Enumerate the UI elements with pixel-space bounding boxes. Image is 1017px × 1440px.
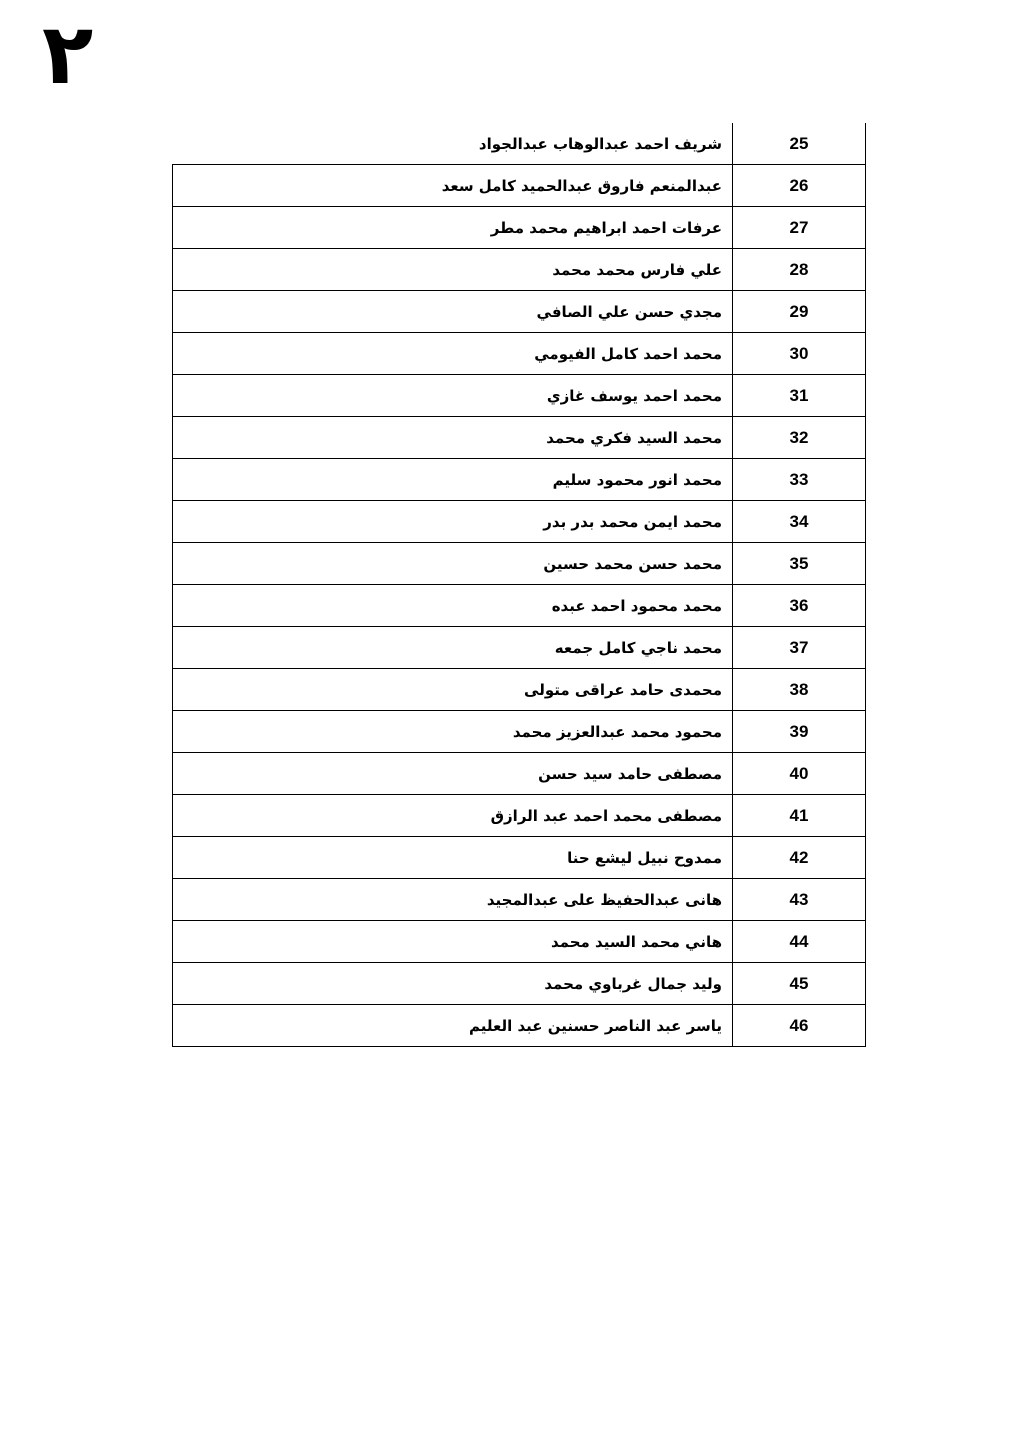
table-row: [173, 291, 866, 333]
table-row: [173, 501, 866, 543]
person-name: محمد السيد فكري محمد: [173, 417, 733, 459]
table-row: [173, 459, 866, 501]
row-number: 40: [733, 753, 866, 795]
person-name: محمد احمد يوسف غازي: [173, 375, 733, 417]
row-number: 38: [733, 669, 866, 711]
person-name: محمدى حامد عراقى متولى: [173, 669, 733, 711]
person-name: محمد حسن محمد حسين: [173, 543, 733, 585]
table-row: [173, 879, 866, 921]
person-name: عبدالمنعم فاروق عبدالحميد كامل سعد: [173, 165, 733, 207]
row-number: 35: [733, 543, 866, 585]
row-number: 33: [733, 459, 866, 501]
row-number: 46: [733, 1005, 866, 1047]
row-number: 26: [733, 165, 866, 207]
person-name: محمد محمود احمد عبده: [173, 585, 733, 627]
person-name: محمد ايمن محمد بدر بدر: [173, 501, 733, 543]
person-name: محمد انور محمود سليم: [173, 459, 733, 501]
row-number: 37: [733, 627, 866, 669]
table-row: [173, 207, 866, 249]
table-row: [173, 417, 866, 459]
table-row: [173, 249, 866, 291]
names-table: [172, 123, 866, 1047]
row-number: 28: [733, 249, 866, 291]
person-name: محمد احمد كامل الفيومي: [173, 333, 733, 375]
person-name: مجدي حسن علي الصافي: [173, 291, 733, 333]
table-row: [173, 795, 866, 837]
table-row: [173, 711, 866, 753]
table-row: [173, 837, 866, 879]
row-number: 41: [733, 795, 866, 837]
row-number: 25: [733, 123, 866, 165]
table-row: [173, 753, 866, 795]
person-name: مصطفى حامد سيد حسن: [173, 753, 733, 795]
row-number: 36: [733, 585, 866, 627]
person-name: علي فارس محمد محمد: [173, 249, 733, 291]
person-name: عرفات احمد ابراهيم محمد مطر: [173, 207, 733, 249]
table-row: [173, 669, 866, 711]
row-number: 45: [733, 963, 866, 1005]
table-row: [173, 123, 866, 165]
row-number: 39: [733, 711, 866, 753]
row-number: 31: [733, 375, 866, 417]
person-name: شريف احمد عبدالوهاب عبدالجواد: [173, 123, 733, 165]
table-row: [173, 585, 866, 627]
person-name: هاني محمد السيد محمد: [173, 921, 733, 963]
table-row: [173, 543, 866, 585]
person-name: ممدوح نبيل ليشع حنا: [173, 837, 733, 879]
table-row: [173, 375, 866, 417]
row-number: 27: [733, 207, 866, 249]
person-name: هانى عبدالحفيظ على عبدالمجيد: [173, 879, 733, 921]
person-name: محمود محمد عبدالعزيز محمد: [173, 711, 733, 753]
table-row: [173, 165, 866, 207]
person-name: محمد ناجي كامل جمعه: [173, 627, 733, 669]
row-number: 34: [733, 501, 866, 543]
person-name: ياسر عبد الناصر حسنين عبد العليم: [173, 1005, 733, 1047]
row-number: 32: [733, 417, 866, 459]
person-name: وليد جمال غرباوي محمد: [173, 963, 733, 1005]
table-row: [173, 921, 866, 963]
table-row: [173, 1005, 866, 1047]
person-name: مصطفى محمد احمد عبد الرازق: [173, 795, 733, 837]
page-number: ٢: [42, 5, 94, 103]
row-number: 43: [733, 879, 866, 921]
table-row: [173, 963, 866, 1005]
names-table-body: [173, 123, 866, 1047]
table-row: [173, 627, 866, 669]
table-row: [173, 333, 866, 375]
row-number: 42: [733, 837, 866, 879]
row-number: 29: [733, 291, 866, 333]
row-number: 30: [733, 333, 866, 375]
row-number: 44: [733, 921, 866, 963]
